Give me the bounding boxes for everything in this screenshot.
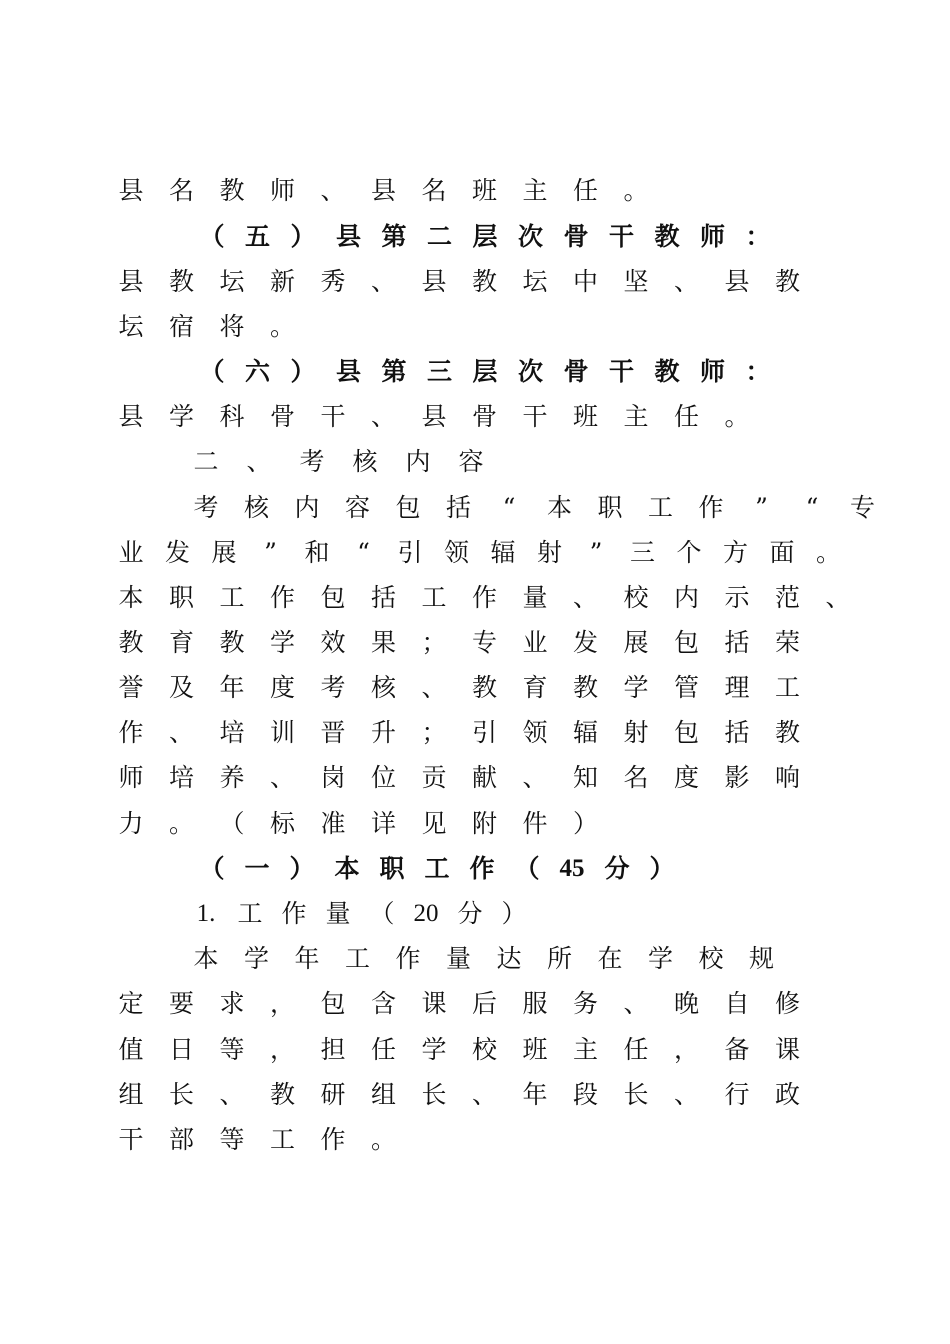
item-paragraph-line-3: 值 日 等 ， 担 任 学 校 班 主 任 ， 备 课 (118, 1035, 800, 1064)
paragraph-line-7: 师 培 养 、 岗 位 贡 献 、 知 名 度 影 响 (118, 763, 800, 792)
section-heading-6: （ 六 ） 县 第 三 层 次 骨 干 教 师 ： (199, 357, 771, 386)
item-paragraph-line-4: 组 长 、 教 研 组 长 、 年 段 长 、 行 政 (118, 1080, 800, 1109)
paragraph-line-4: 教 育 教 学 效 果 ； 专 业 发 展 包 括 荣 (118, 628, 800, 657)
paragraph-line-8: 力 。 （ 标 准 详 见 附 件 ） (118, 809, 598, 838)
text-line-4: 坛 宿 将 。 (118, 312, 295, 341)
text-line-3: 县 教 坛 新 秀 、 县 教 坛 中 坚 、 县 教 (118, 267, 800, 296)
text-line-1: 县 名 教 师 、 县 名 班 主 任 。 (118, 176, 649, 205)
item-paragraph-line-5: 干 部 等 工 作 。 (118, 1125, 396, 1154)
sub-heading-1: （ 一 ） 本 职 工 作 （ 45 分 ） (199, 854, 675, 883)
section-heading-5: （ 五 ） 县 第 二 层 次 骨 干 教 师 ： (199, 222, 771, 251)
item-paragraph-line-1: 本 学 年 工 作 量 达 所 在 学 校 规 (193, 944, 774, 973)
paragraph-line-3: 本 职 工 作 包 括 工 作 量 、 校 内 示 范 、 (118, 583, 851, 612)
chapter-heading-2: 二 、 考 核 内 容 (193, 447, 484, 476)
item-heading-1: 1. 工 作 量 （ 20 分 ） (196, 899, 527, 928)
text-line-6: 县 学 科 骨 干 、 县 骨 干 班 主 任 。 (118, 402, 750, 431)
paragraph-line-2: 业 发 展 ” 和 “ 引 领 辐 射 ” 三 个 方 面 。 (118, 538, 841, 567)
paragraph-line-5: 誉 及 年 度 考 核 、 教 育 教 学 管 理 工 (118, 673, 800, 702)
paragraph-line-1: 考 核 内 容 包 括 “ 本 职 工 作 ” “ 专 (193, 493, 875, 522)
paragraph-line-6: 作 、 培 训 晋 升 ； 引 领 辐 射 包 括 教 (118, 718, 800, 747)
item-paragraph-line-2: 定 要 求 ， 包 含 课 后 服 务 、 晚 自 修 (118, 989, 800, 1018)
